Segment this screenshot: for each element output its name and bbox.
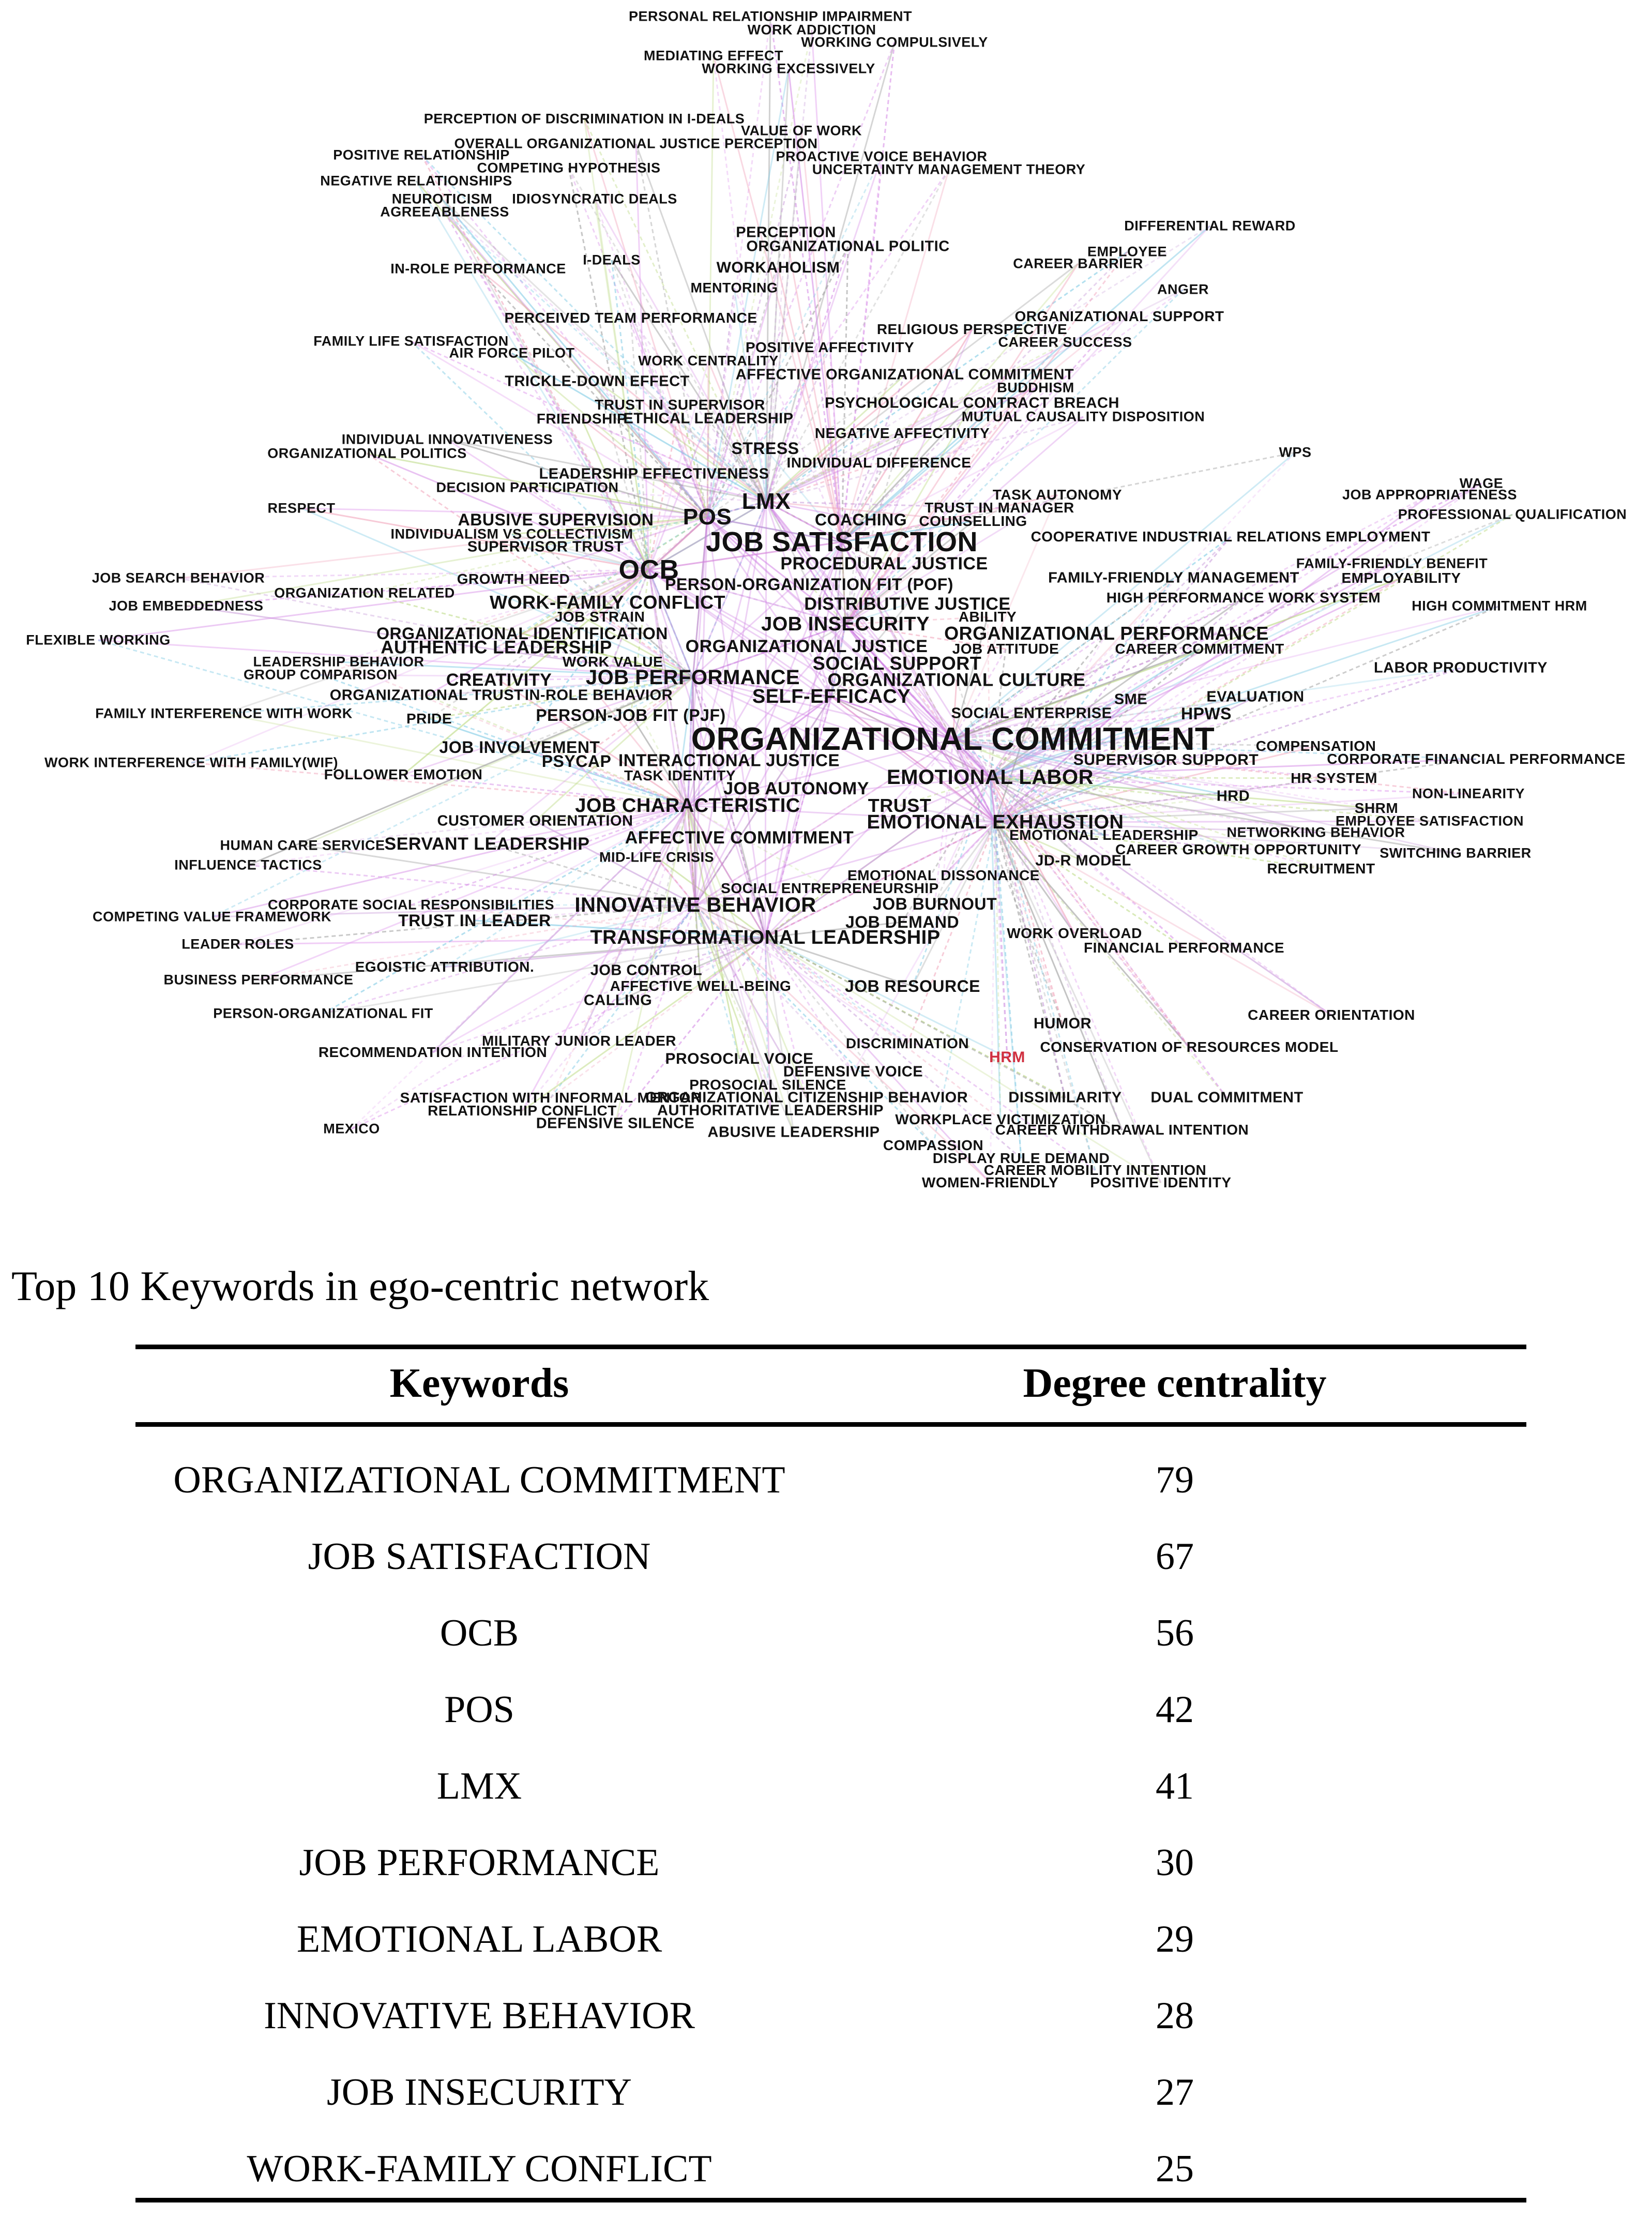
keyword-node: ORGANIZATIONAL POLITIC bbox=[746, 238, 950, 255]
keyword-node: JOB SEARCH BEHAVIOR bbox=[92, 570, 265, 586]
centrality-cell: 27 bbox=[1156, 2071, 1194, 2114]
keyword-cell: OCB bbox=[439, 1611, 519, 1654]
keyword-node: CORPORATE FINANCIAL PERFORMANCE bbox=[1327, 751, 1626, 767]
keyword-node: MENTORING bbox=[690, 280, 778, 296]
keyword-cell: LMX bbox=[436, 1764, 522, 1807]
keyword-node: FINANCIAL PERFORMANCE bbox=[1084, 940, 1284, 956]
keyword-node: SUPERVISOR SUPPORT bbox=[1073, 751, 1259, 768]
keyword-node: WORKING COMPULSIVELY bbox=[801, 34, 988, 50]
keyword-node: JOB PERFORMANCE bbox=[585, 666, 800, 689]
keyword-node: DIFFERENTIAL REWARD bbox=[1124, 218, 1296, 234]
keyword-node: HR SYSTEM bbox=[1291, 770, 1377, 786]
network-edge bbox=[551, 938, 765, 1098]
keyword-node: PERCEPTION OF DISCRIMINATION IN I-DEALS bbox=[423, 111, 745, 127]
keyword-node: ORGANIZATIONAL COMMITMENT bbox=[691, 721, 1215, 757]
keyword-node: EMPLOYEE bbox=[1087, 244, 1168, 260]
keyword-node: PERSON-ORGANIZATION FIT (POF) bbox=[665, 575, 953, 594]
keyword-node: MEDIATING EFFECT bbox=[644, 48, 783, 64]
keyword-node: POSITIVE IDENTITY bbox=[1090, 1174, 1232, 1190]
keyword-node: LEADERSHIP EFFECTIVENESS bbox=[539, 465, 769, 482]
keyword-node: PERSON-JOB FIT (PJF) bbox=[536, 706, 726, 725]
table-row bbox=[135, 1748, 1526, 1824]
table-row bbox=[135, 1671, 1526, 1748]
keyword-node: WORK INTERFERENCE WITH FAMILY(WIF) bbox=[44, 755, 338, 771]
keyword-node: ORGANIZATIONAL PERFORMANCE bbox=[944, 623, 1269, 644]
centrality-cell: 67 bbox=[1156, 1535, 1194, 1578]
centrality-cell: 25 bbox=[1156, 2147, 1194, 2190]
keyword-node: COMPASSION bbox=[883, 1137, 984, 1153]
keyword-node: CREATIVITY bbox=[446, 670, 552, 690]
keyword-node: WORK VALUE bbox=[562, 654, 663, 670]
keyword-node: ORGANIZATIONAL CITIZENSHIP BEHAVIOR bbox=[645, 1089, 968, 1106]
keyword-node: ORGANIZATIONAL JUSTICE bbox=[685, 637, 928, 656]
keyword-node: LEADER ROLES bbox=[181, 936, 294, 952]
keyword-node: FRIENDSHIP bbox=[536, 411, 627, 427]
keyword-node: COMPENSATION bbox=[1255, 738, 1376, 754]
keyword-node: RECOMMENDATION INTENTION bbox=[318, 1044, 548, 1060]
centrality-cell: 41 bbox=[1156, 1764, 1194, 1807]
keyword-node: SME bbox=[1114, 691, 1148, 708]
keyword-node: JD-R MODEL bbox=[1035, 852, 1131, 869]
keyword-node: CAREER COMMITMENT bbox=[1115, 641, 1284, 657]
keyword-node: AFFECTIVE WELL-BEING bbox=[610, 978, 792, 994]
keyword-node: HUMAN CARE SERVICE bbox=[220, 837, 385, 853]
keyword-node: JOB RESOURCE bbox=[844, 977, 981, 995]
keyword-node: ANGER bbox=[1157, 281, 1209, 297]
keyword-node: INFLUENCE TACTICS bbox=[174, 857, 322, 873]
keyword-node: STRESS bbox=[731, 439, 799, 458]
keyword-node: PRIDE bbox=[406, 711, 452, 727]
keyword-node: JOB BURNOUT bbox=[872, 895, 997, 913]
keyword-node: CAREER GROWTH OPPORTUNITY bbox=[1115, 841, 1362, 857]
table-caption: Top 10 Keywords in ego-centric network bbox=[11, 1262, 709, 1309]
keyword-node: PROCEDURAL JUSTICE bbox=[780, 554, 988, 574]
table-row bbox=[135, 2054, 1526, 2131]
keyword-cell: WORK-FAMILY CONFLICT bbox=[247, 2147, 712, 2190]
keyword-node: COMPETING VALUE FRAMEWORK bbox=[93, 909, 331, 925]
keyword-node: JOB APPROPRIATENESS bbox=[1342, 487, 1518, 503]
keyword-node: EMPLOYABILITY bbox=[1341, 570, 1461, 586]
keyword-node: LEADERSHIP BEHAVIOR bbox=[253, 654, 425, 670]
keyword-node: WORK ADDICTION bbox=[747, 22, 876, 38]
keyword-node: HRM bbox=[989, 1049, 1025, 1066]
keyword-node: CAREER WITHDRAWAL INTENTION bbox=[995, 1122, 1249, 1138]
keyword-node: ABUSIVE SUPERVISION bbox=[458, 510, 654, 529]
keyword-node: WORK OVERLOAD bbox=[1007, 925, 1142, 941]
keyword-node: MUTUAL CAUSALITY DISPOSITION bbox=[961, 409, 1205, 425]
table-row bbox=[135, 1518, 1526, 1595]
keyword-node: BUDDHISM bbox=[997, 380, 1074, 396]
keyword-node: EMOTIONAL LABOR bbox=[886, 766, 1094, 789]
keyword-node: INDIVIDUAL DIFFERENCE bbox=[786, 455, 972, 471]
keyword-node: CAREER SUCCESS bbox=[998, 334, 1132, 350]
keyword-node: TRUST IN MANAGER bbox=[924, 500, 1074, 516]
keyword-node: SOCIAL ENTREPRENEURSHIP bbox=[721, 880, 939, 896]
keyword-node: WORKAHOLISM bbox=[716, 259, 840, 276]
header-degree-centrality: Degree centrality bbox=[1023, 1360, 1327, 1406]
keyword-node: FOLLOWER EMOTION bbox=[324, 766, 483, 782]
keyword-node: GROUP COMPARISON bbox=[243, 667, 398, 683]
keyword-node: EMOTIONAL DISSONANCE bbox=[847, 867, 1040, 883]
keyword-node: BUSINESS PERFORMANCE bbox=[163, 972, 354, 988]
keyword-node: JOB AUTONOMY bbox=[723, 779, 869, 798]
keyword-node: JOB SATISFACTION bbox=[705, 526, 978, 557]
keyword-node: INNOVATIVE BEHAVIOR bbox=[574, 894, 816, 916]
keyword-node: NEGATIVE RELATIONSHIPS bbox=[320, 173, 512, 189]
keyword-node: ORGANIZATIONAL SUPPORT bbox=[1014, 308, 1224, 324]
keyword-node: LABOR PRODUCTIVITY bbox=[1373, 659, 1548, 676]
keyword-node: CAREER ORIENTATION bbox=[1248, 1007, 1415, 1023]
keyword-node: DISPLAY RULE DEMAND bbox=[932, 1150, 1110, 1166]
table-row bbox=[135, 1442, 1526, 1518]
table-row bbox=[135, 2131, 1526, 2207]
keyword-node: NON-LINEARITY bbox=[1412, 786, 1525, 802]
keyword-node: PERCEPTION bbox=[736, 224, 836, 241]
keyword-node: PROSOCIAL SILENCE bbox=[689, 1077, 846, 1093]
keyword-node: WORKING EXCESSIVELY bbox=[702, 61, 875, 77]
keyword-node: NEGATIVE AFFECTIVITY bbox=[814, 425, 990, 441]
keyword-node: NETWORKING BEHAVIOR bbox=[1226, 824, 1405, 840]
centrality-cell: 56 bbox=[1156, 1611, 1194, 1654]
keyword-node: TRUST IN SUPERVISOR bbox=[595, 397, 765, 413]
keyword-node: AUTHORITATIVE LEADERSHIP bbox=[657, 1102, 884, 1119]
keyword-node: ORGANIZATIONAL TRUST bbox=[329, 687, 524, 704]
keyword-node: AFFECTIVE COMMITMENT bbox=[625, 828, 854, 848]
keyword-node: CUSTOMER ORIENTATION bbox=[437, 812, 633, 829]
keyword-node: MEXICO bbox=[323, 1121, 380, 1137]
keyword-node: RELATIONSHIP CONFLICT bbox=[428, 1103, 617, 1119]
keyword-cell: JOB INSECURITY bbox=[327, 2071, 632, 2114]
network-edge bbox=[259, 806, 688, 980]
keyword-node: FAMILY-FRIENDLY MANAGEMENT bbox=[1048, 569, 1299, 586]
keyword-node: MILITARY JUNIOR LEADER bbox=[481, 1033, 677, 1049]
keyword-node: JOB STRAIN bbox=[554, 609, 645, 625]
keyword-node: SWITCHING BARRIER bbox=[1380, 845, 1532, 861]
keyword-node: EMOTIONAL EXHAUSTION bbox=[867, 811, 1124, 833]
keyword-node: IN-ROLE BEHAVIOR bbox=[524, 687, 673, 704]
keyword-node: INDIVIDUAL INNOVATIVENESS bbox=[341, 431, 553, 447]
table-row bbox=[135, 1824, 1526, 1901]
centrality-cell: 79 bbox=[1156, 1458, 1194, 1501]
table-row bbox=[135, 1901, 1526, 1978]
keyword-node: POSITIVE AFFECTIVITY bbox=[745, 339, 915, 355]
keyword-node: JOB INVOLVEMENT bbox=[439, 738, 600, 757]
keyword-node: PERCEIVED TEAM PERFORMANCE bbox=[504, 310, 757, 326]
keyword-node: ORGANIZATION RELATED bbox=[274, 585, 455, 601]
keyword-node: COMPETING HYPOTHESIS bbox=[477, 160, 661, 176]
keyword-node: CAREER BARRIER bbox=[1013, 255, 1143, 271]
keyword-cell: ORGANIZATIONAL COMMITMENT bbox=[173, 1458, 785, 1501]
keyword-node: OCB bbox=[618, 555, 679, 585]
keyword-node: TASK IDENTITY bbox=[624, 767, 736, 783]
keyword-cell: JOB PERFORMANCE bbox=[299, 1841, 660, 1884]
header-keywords: Keywords bbox=[389, 1360, 569, 1406]
keyword-node: VALUE OF WORK bbox=[741, 123, 862, 139]
keyword-node: TRUST IN LEADER bbox=[398, 911, 551, 930]
keyword-node: PROFESSIONAL QUALIFICATION bbox=[1398, 506, 1627, 522]
keyword-node: EGOISTIC ATTRIBUTION. bbox=[355, 959, 535, 975]
keyword-node: WORK CENTRALITY bbox=[638, 353, 779, 369]
keyword-node: PERSON-ORGANIZATIONAL FIT bbox=[213, 1005, 433, 1021]
keyword-node: CONSERVATION OF RESOURCES MODEL bbox=[1040, 1039, 1339, 1055]
keyword-node: FLEXIBLE WORKING bbox=[26, 632, 171, 648]
keyword-node: CORPORATE SOCIAL RESPONSIBILITIES bbox=[267, 897, 555, 913]
keyword-node: TRICKLE-DOWN EFFECT bbox=[505, 373, 690, 390]
keyword-node: IN-ROLE PERFORMANCE bbox=[390, 261, 566, 277]
keyword-node: HPWS bbox=[1181, 704, 1232, 723]
keyword-node: WAGE bbox=[1459, 475, 1504, 491]
keyword-node: HUMOR bbox=[1033, 1015, 1092, 1032]
keyword-node: UNCERTAINTY MANAGEMENT THEORY bbox=[812, 161, 1086, 177]
keyword-node: PSYCHOLOGICAL CONTRACT BREACH bbox=[825, 395, 1119, 412]
keyword-node: DISCRIMINATION bbox=[845, 1035, 969, 1051]
keyword-node: NEUROTICISM bbox=[391, 191, 493, 207]
keyword-node: OVERALL ORGANIZATIONAL JUSTICE PERCEPTION bbox=[454, 135, 818, 152]
keyword-cell: INNOVATIVE BEHAVIOR bbox=[264, 1994, 695, 2037]
table-row bbox=[135, 1595, 1526, 1671]
keyword-node: FAMILY INTERFERENCE WITH WORK bbox=[95, 705, 353, 721]
keyword-node: FAMILY LIFE SATISFACTION bbox=[313, 333, 509, 349]
keyword-node: DEFENSIVE SILENCE bbox=[536, 1115, 695, 1132]
keyword-node: WPS bbox=[1279, 444, 1312, 460]
keyword-node: SUPERVISOR TRUST bbox=[467, 538, 624, 555]
keyword-node: JOB EMBEDDEDNESS bbox=[109, 598, 264, 614]
keyword-node: IDIOSYNCRATIC DEALS bbox=[512, 191, 677, 207]
keyword-node: AIR FORCE PILOT bbox=[449, 345, 575, 361]
keyword-node: INTERACTIONAL JUSTICE bbox=[618, 750, 840, 770]
keyword-node: PROSOCIAL VOICE bbox=[665, 1050, 814, 1067]
keyword-node: CALLING bbox=[583, 992, 653, 1009]
keyword-node: GROWTH NEED bbox=[457, 571, 570, 587]
keyword-node: RECRUITMENT bbox=[1267, 861, 1375, 877]
keyword-node: AFFECTIVE ORGANIZATIONAL COMMITMENT bbox=[735, 366, 1074, 383]
keyword-node: SOCIAL ENTERPRISE bbox=[951, 705, 1112, 722]
keyword-node: HRD bbox=[1216, 788, 1250, 805]
keyword-node: LMX bbox=[741, 489, 791, 514]
keyword-cell: POS bbox=[444, 1688, 514, 1731]
table-header-row bbox=[135, 1345, 1526, 1422]
keyword-node: I-DEALS bbox=[583, 252, 641, 268]
centrality-cell: 28 bbox=[1156, 1994, 1194, 2037]
centrality-cell: 30 bbox=[1156, 1841, 1194, 1884]
keyword-node: ORGANIZATIONAL IDENTIFICATION bbox=[376, 624, 668, 643]
keyword-node: DISTRIBUTIVE JUSTICE bbox=[804, 594, 1011, 614]
keyword-node: PROACTIVE VOICE BEHAVIOR bbox=[776, 148, 988, 164]
keyword-node: ETHICAL LEADERSHIP bbox=[623, 410, 794, 427]
keyword-node: EVALUATION bbox=[1206, 688, 1305, 705]
keyword-cell: EMOTIONAL LABOR bbox=[296, 1918, 662, 1960]
keyword-node: WORKPLACE VICTIMIZATION bbox=[895, 1111, 1106, 1127]
keyword-node: COOPERATIVE INDUSTRIAL RELATIONS EMPLOYMENT bbox=[1030, 529, 1431, 545]
keyword-node: INDIVIDUALISM VS COLLECTIVISM bbox=[390, 526, 633, 542]
keyword-node: DECISION PARTICIPATION bbox=[436, 479, 619, 495]
keyword-node: AUTHENTIC LEADERSHIP bbox=[381, 637, 612, 658]
keyword-node: ABILITY bbox=[958, 609, 1017, 625]
keyword-node: JOB ATTITUDE bbox=[952, 641, 1059, 657]
keyword-node: SHRM bbox=[1354, 800, 1399, 816]
keyword-node: SERVANT LEADERSHIP bbox=[384, 834, 590, 854]
keyword-node: TASK AUTONOMY bbox=[992, 487, 1123, 503]
keyword-node: JOB INSECURITY bbox=[761, 613, 930, 635]
keyword-node: JOB CONTROL bbox=[590, 962, 703, 979]
keyword-node: HIGH PERFORMANCE WORK SYSTEM bbox=[1106, 590, 1381, 606]
keyword-node: RELIGIOUS PERSPECTIVE bbox=[876, 321, 1068, 337]
keyword-node: DUAL COMMITMENT bbox=[1150, 1089, 1304, 1106]
keyword-node: COUNSELLING bbox=[919, 513, 1027, 529]
network-edge bbox=[765, 502, 766, 938]
centrality-cell: 42 bbox=[1156, 1688, 1194, 1731]
keyword-node: ORGANIZATIONAL CULTURE bbox=[827, 670, 1086, 690]
keyword-node: SATISFACTION WITH INFORMAL MENTOR bbox=[400, 1090, 702, 1106]
keyword-node: JOB CHARACTERISTIC bbox=[575, 795, 800, 817]
keyword-node: SELF-EFFICACY bbox=[752, 686, 911, 707]
keyword-node: DEFENSIVE VOICE bbox=[783, 1063, 923, 1080]
keyword-node: EMOTIONAL LEADERSHIP bbox=[1009, 827, 1199, 843]
keyword-node: ABUSIVE LEADERSHIP bbox=[707, 1124, 880, 1141]
keyword-node: AGREEABLENESS bbox=[380, 204, 509, 220]
table-row bbox=[135, 1978, 1526, 2054]
keyword-node: ORGANIZATIONAL POLITICS bbox=[267, 445, 467, 461]
keyword-node: PERSONAL RELATIONSHIP IMPAIRMENT bbox=[628, 8, 913, 24]
keyword-node: WOMEN-FRIENDLY bbox=[921, 1174, 1059, 1190]
keyword-node: WORK-FAMILY CONFLICT bbox=[490, 592, 725, 613]
keyword-cell: JOB SATISFACTION bbox=[308, 1535, 651, 1578]
keyword-node: HIGH COMMITMENT HRM bbox=[1412, 598, 1587, 614]
keyword-node: RESPECT bbox=[267, 500, 336, 516]
keyword-node: TRUST bbox=[868, 795, 932, 816]
keyword-node: EMPLOYEE SATISFACTION bbox=[1335, 813, 1524, 829]
keyword-node: PSYCAP bbox=[541, 752, 612, 771]
keyword-node: TRANSFORMATIONAL LEADERSHIP bbox=[590, 927, 941, 948]
keyword-node: CAREER MOBILITY INTENTION bbox=[983, 1162, 1207, 1178]
keyword-node: DISSIMILARITY bbox=[1008, 1089, 1122, 1106]
keyword-node: FAMILY-FRIENDLY BENEFIT bbox=[1296, 555, 1488, 571]
keyword-node: SOCIAL SUPPORT bbox=[812, 653, 982, 674]
keyword-node: POSITIVE RELATIONSHIP bbox=[333, 147, 510, 163]
keyword-node: MID-LIFE CRISIS bbox=[599, 849, 714, 865]
keyword-node: COACHING bbox=[814, 510, 907, 529]
centrality-cell: 29 bbox=[1156, 1918, 1194, 1960]
keyword-node: JOB DEMAND bbox=[845, 913, 960, 931]
keyword-node: POS bbox=[683, 504, 732, 530]
